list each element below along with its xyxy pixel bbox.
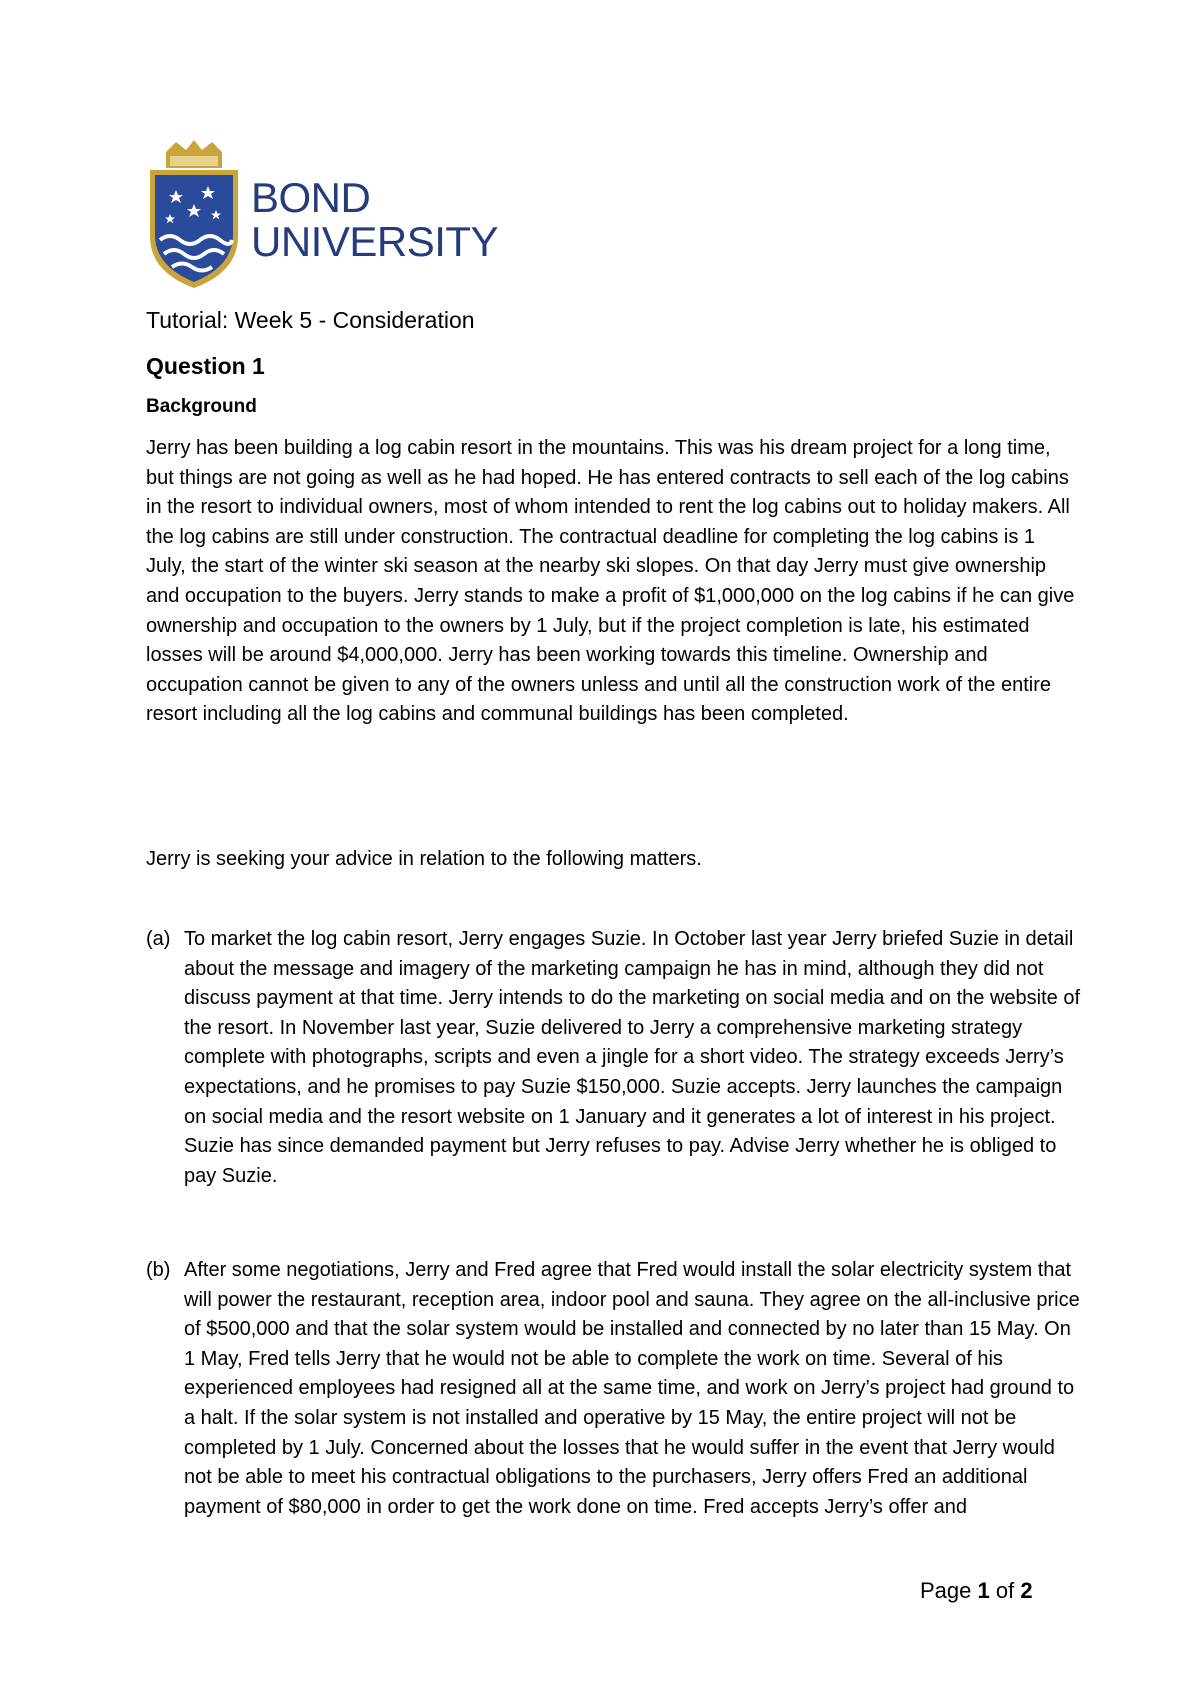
question-heading: Question 1	[146, 353, 265, 379]
item-marker: (b)	[146, 1259, 171, 1281]
list-item	[146, 925, 1086, 1191]
item-text: To market the log cabin resort, Jerry engages Suzie. In October last year Jerry briefed Suzie in detail about the message and imagery of the marketing campaign he has in mind, although they did not discuss payment at that time. Jerry intends to do the marketing on social media and on the website of the resort. In November last year, Suzie delivered to Jerry a comprehensive marketing strategy complete with photographs, scripts and even a jingle for a short video. The strategy exceeds Jerry’s expectations, and he promises to pay Suzie $150,000. Suzie accepts. Jerry launches the campaign on social media and the resort website on 1 January and it generates a lot of interest in his project. Suzie has since demanded payment but Jerry refuses to pay. Advise Jerry whether he is obliged to pay Suzie.	[184, 928, 1081, 1187]
document-title: Tutorial: Week 5 - Consideration	[146, 307, 475, 333]
logo-line-2: UNIVERSITY	[251, 218, 499, 265]
current-page: 1	[977, 1578, 990, 1603]
bond-university-logo	[146, 140, 526, 290]
page-word: Page	[920, 1578, 972, 1603]
list-item	[146, 1256, 1086, 1522]
advice-intro: Jerry is seeking your advice in relation to the following matters.	[146, 848, 702, 870]
logo-line-1: BOND	[251, 174, 371, 221]
university-crest-icon	[146, 140, 242, 290]
of-word: of	[995, 1578, 1015, 1603]
item-text: After some negotiations, Jerry and Fred agree that Fred would install the solar electricity system that will power the restaurant, reception area, indoor pool and sauna. They agree on the all-inclusive price of $500,000 and that the solar system would be installed and connected by no later than 15 May. On 1 May, Fred tells Jerry that he would not be able to complete the work on time. Several of his experienced employees had resigned all at the same time, and work on Jerry’s project had ground to a halt. If the solar system is not installed and operative by 15 May, the entire project will not be completed by 1 July. Concerned about the losses that he would suffer in the event that Jerry would not be able to meet his contractual obligations to the purchasers, Jerry offers Fred an additional payment of $80,000 in order to get the work done on time. Fred accepts Jerry’s offer and	[184, 1259, 1080, 1518]
background-paragraph: Jerry has been building a log cabin resort in the mountains. This was his dream project for a long time, but things are not going as well as he had hoped. He has entered contracts to sell each of the log cabins in the resort to individual owners, most of whom intended to rent the log cabins out to holiday makers. All the log cabins are still under construction. The contractual deadline for completing the log cabins is 1 July, the start of the winter ski season at the nearby ski slopes. On that day Jerry must give ownership and occupation to the buyers. Jerry stands to make a profit of $1,000,000 on the log cabins if he can give ownership and occupation to the owners by 1 July, but if the project completion is late, his estimated losses will be around $4,000,000. Jerry has been working towards this timeline. Ownership and occupation cannot be given to any of the owners unless and until all the construction work of the entire resort including all the log cabins and communal buildings has been completed.	[146, 437, 1075, 726]
item-marker: (a)	[146, 928, 171, 950]
background-subheading: Background	[146, 396, 257, 417]
page-number	[920, 1577, 1033, 1605]
logo-wordmark	[251, 176, 498, 264]
total-pages: 2	[1020, 1578, 1033, 1603]
